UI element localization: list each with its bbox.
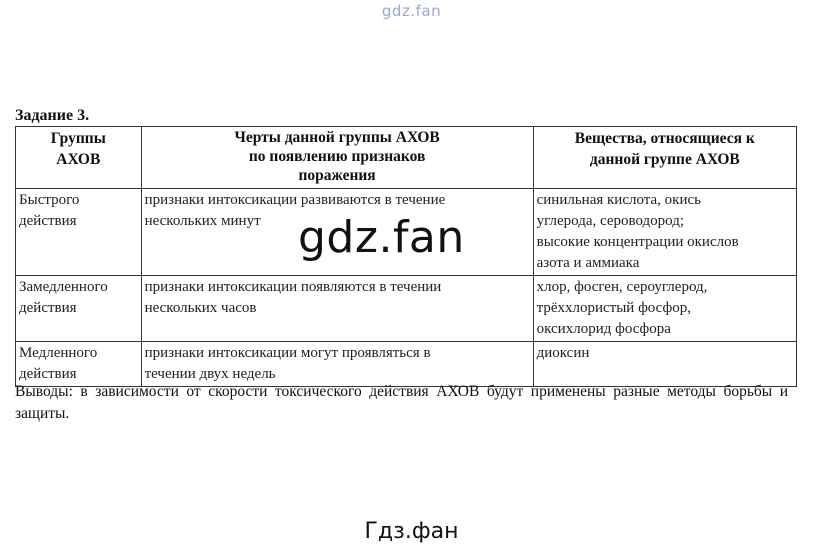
table-row bbox=[16, 276, 797, 342]
header-traits: Черты данной группы АХОВ по появлению признаков поражения bbox=[141, 127, 533, 189]
traits-cell: признаки интоксикации появляются в течении нескольких часов bbox=[141, 276, 533, 342]
header-substances: Вещества, относящиеся к данной группе АХОВ bbox=[533, 127, 796, 189]
watermark-top: gdz.fan bbox=[381, 2, 442, 20]
group-cell: Медленного действия bbox=[16, 342, 142, 387]
traits-cell: признаки интоксикации могут проявляться в течении двух недель bbox=[141, 342, 533, 387]
group-cell: Замедленного действия bbox=[16, 276, 142, 342]
watermark-center: gdz.fan bbox=[298, 212, 465, 263]
substances-cell: диоксин bbox=[533, 342, 796, 387]
substances-cell: хлор, фосген, сероуглерод, трёххлористый фосфор, оксихлорид фосфора bbox=[533, 276, 796, 342]
traits-cell: признаки интоксикации развиваются в течение нескольких минут bbox=[141, 189, 533, 276]
watermark-bottom: Гдз.фан bbox=[364, 519, 459, 544]
table-header-row bbox=[16, 127, 797, 189]
task-title: Задание 3. bbox=[15, 107, 90, 124]
header-groups: Группы АХОВ bbox=[16, 127, 142, 189]
substances-cell: синильная кислота, окись углерода, сероводород; высокие концентрации окислов азота и аммиака bbox=[533, 189, 796, 276]
table-row bbox=[16, 342, 797, 387]
conclusion-text: Выводы: в зависимости от скорости токсического действия АХОВ будут применены разные методы борьбы и защиты. bbox=[15, 383, 788, 422]
group-cell: Быстрого действия bbox=[16, 189, 142, 276]
